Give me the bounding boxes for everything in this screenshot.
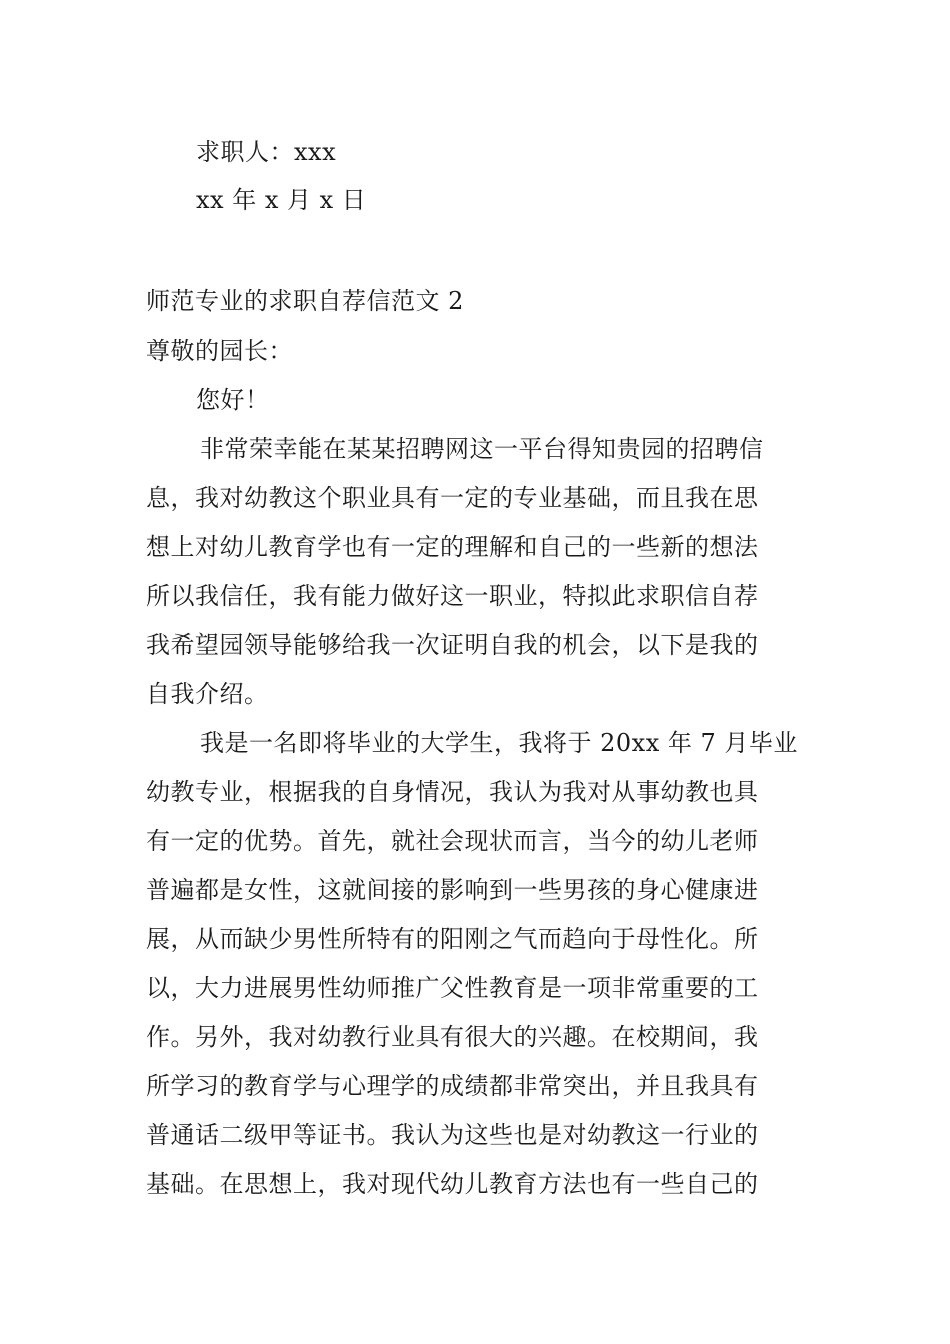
paragraph2-line: 幼教专业，根据我的自身情况，我认为我对从事幼教也具 xyxy=(146,778,759,806)
paragraph2-line: 作。另外，我对幼教行业具有很大的兴趣。在校期间，我 xyxy=(146,1023,759,1051)
paragraph2-line: 基础。在思想上，我对现代幼儿教育方法也有一些自己的 xyxy=(146,1170,759,1198)
paragraph1-line: 息，我对幼教这个职业具有一定的专业基础，而且我在思 xyxy=(146,484,759,512)
paragraph2-line: 以，大力进展男性幼师推广父性教育是一项非常重要的工 xyxy=(146,974,759,1002)
salutation: 尊敬的园长： xyxy=(146,337,293,365)
paragraph2-line: 有一定的优势。首先，就社会现状而言，当今的幼儿老师 xyxy=(146,827,759,855)
paragraph1-line: 想上对幼儿教育学也有一定的理解和自己的一些新的想法 xyxy=(146,533,759,561)
applicant-signature: 求职人：xxx xyxy=(196,138,337,166)
signature-date: xx 年 x 月 x 日 xyxy=(196,186,367,214)
paragraph1-line: 我希望园领导能够给我一次证明自我的机会，以下是我的 xyxy=(146,631,759,659)
paragraph1-line: 所以我信任，我有能力做好这一职业，特拟此求职信自荐 xyxy=(146,582,759,610)
paragraph1-line: 自我介绍。 xyxy=(146,680,269,708)
letter-title: 师范专业的求职自荐信范文 2 xyxy=(146,287,464,315)
paragraph2-line: 普通话二级甲等证书。我认为这些也是对幼教这一行业的 xyxy=(146,1121,759,1149)
paragraph2-line: 我是一名即将毕业的大学生，我将于 20xx 年 7 月毕业 xyxy=(200,729,798,757)
paragraph2-line: 展，从而缺少男性所特有的阳刚之气而趋向于母性化。所 xyxy=(146,925,759,953)
paragraph2-line: 普遍都是女性，这就间接的影响到一些男孩的身心健康进 xyxy=(146,876,759,904)
paragraph2-line: 所学习的教育学与心理学的成绩都非常突出，并且我具有 xyxy=(146,1072,759,1100)
greeting: 您好！ xyxy=(196,386,270,414)
paragraph1-line: 非常荣幸能在某某招聘网这一平台得知贵园的招聘信 xyxy=(200,435,764,463)
